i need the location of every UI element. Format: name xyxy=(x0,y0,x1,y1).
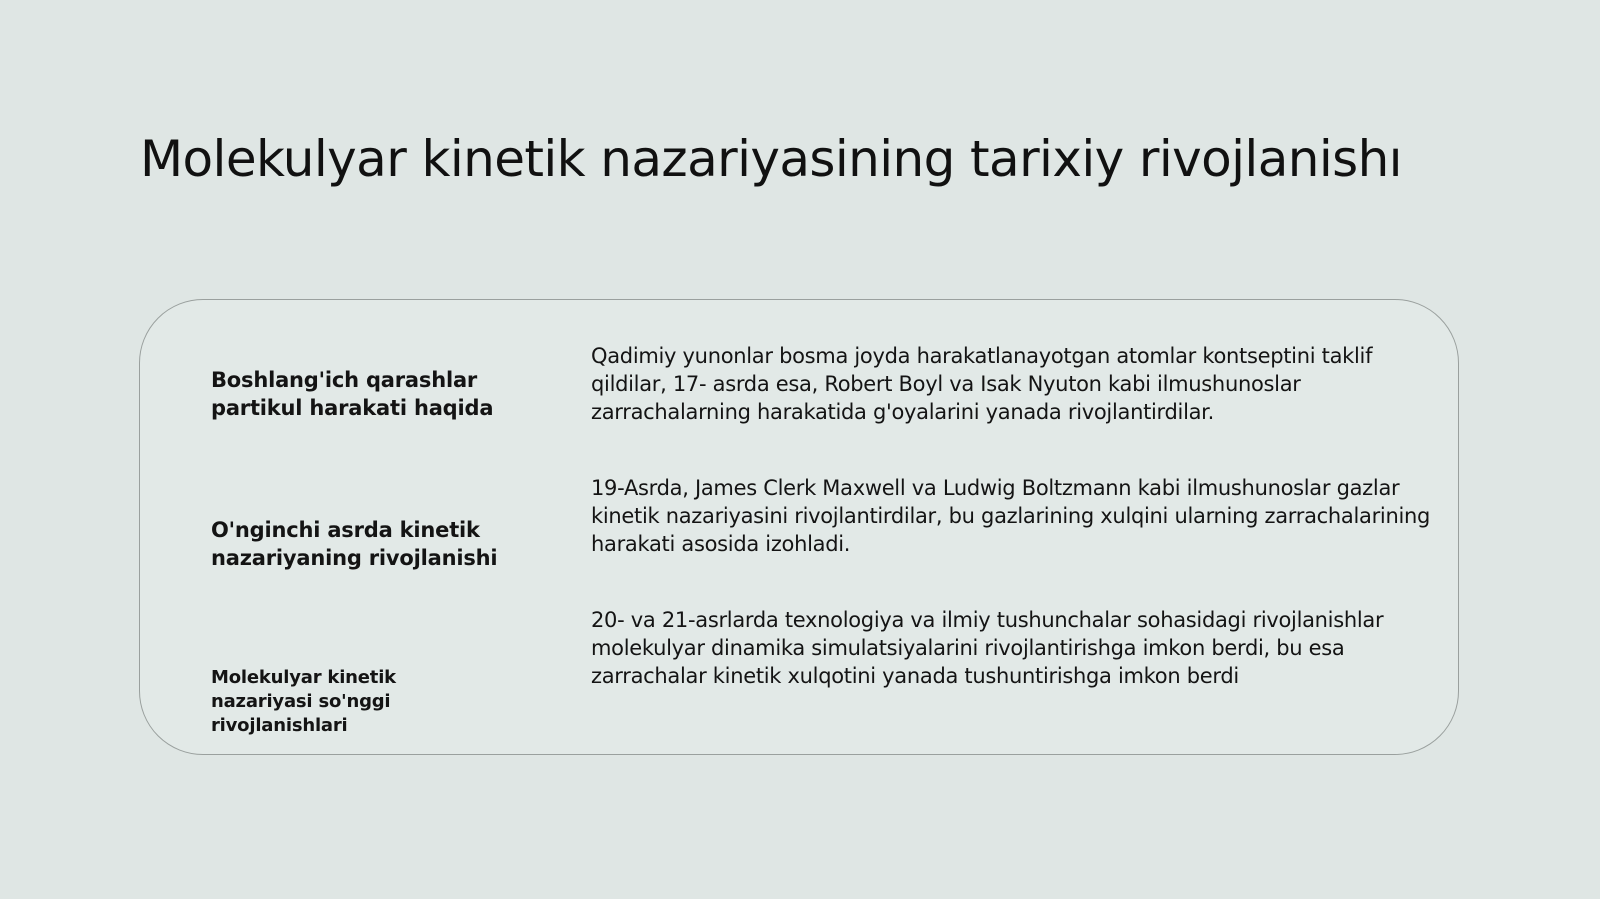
row-label-early-views: Boshlang'ich qarashlar partikul harakati haqida xyxy=(211,368,494,420)
row-text-recent-developments: 20- va 21-asrlarda texnologiya va ilmiy tushunchalar sohasidagi rivojlanishlar molekulyar dinamika simulatsiyalarini rivojlantirishga imkon berdi, bu esa zarrachalar kinetik xulqotini yanada tushuntirishga imkon berdi xyxy=(591,608,1384,688)
row-label-nineteenth-century: O'nginchi asrda kinetik nazariyaning rivojlanishi xyxy=(211,518,498,570)
row-text-nineteenth-century: 19-Asrda, James Clerk Maxwell va Ludwig Boltzmann kabi ilmushunoslar gazlar kinetik nazariyasini rivojlantirdilar, bu gazlarining xulqini ularning zarrachalarining harakati asosida izohladi. xyxy=(591,476,1431,556)
slide-title: Molekulyar kinetik nazariyasining tarixiy rivojlanishı xyxy=(140,130,1402,188)
row-label-recent-developments: Molekulyar kinetik nazariyasi so'nggi rivojlanishlari xyxy=(211,667,396,736)
row-text-early-views: Qadimiy yunonlar bosma joyda harakatlanayotgan atomlar kontseptini taklif qildilar, 17- asrda esa, Robert Boyl va Isak Nyuton kabi ilmushunoslar zarrachalarning harakatida g'oyalarini yanada rivojlantirdilar. xyxy=(591,344,1373,424)
